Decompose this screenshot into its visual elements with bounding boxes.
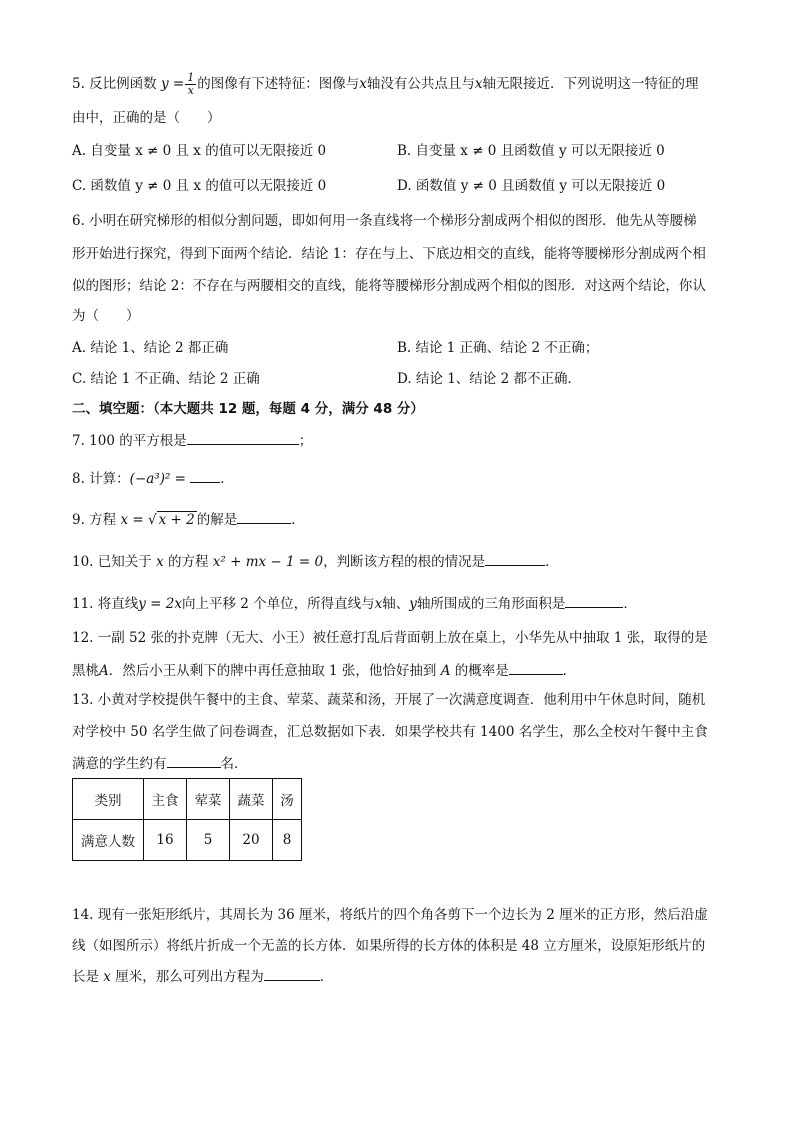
- q11: [72, 593, 637, 614]
- q5-option-c: C. 函数值 y ≠ 0 且 x 的值可以无限接近 0: [72, 178, 327, 194]
- q7-text: 7. 100 的平方根是: [72, 433, 187, 449]
- q7-answer-blank: [187, 430, 299, 445]
- q11-y: y: [409, 596, 417, 612]
- q10-x: x: [156, 554, 164, 570]
- table-header-cell: 类别: [73, 779, 144, 820]
- q8-text: 8. 计算：: [72, 471, 130, 487]
- q14-answer-blank: [264, 966, 320, 981]
- table-cell: 16: [144, 820, 187, 861]
- q10-equation: x² + mx − 1 = 0: [212, 554, 324, 570]
- table-header-row: [73, 779, 302, 820]
- q14-line3: [72, 966, 333, 987]
- q5-frac-num: 1: [187, 71, 195, 84]
- q5-option-b: B. 自变量 x ≠ 0 且函数值 y 可以无限接近 0: [397, 143, 665, 159]
- q6-line2: 形开始进行探究，得到下面两个结论．结论 1：存在与上、下底边相交的直线，能将等腰梯形分割成两个相: [72, 246, 706, 262]
- q12-text: ．: [562, 663, 577, 679]
- q13-line1: 13. 小黄对学校提供午餐中的主食、荤菜、蔬菜和汤，开展了一次满意度调查．他利用中午休息时间，随机: [72, 692, 706, 708]
- q9-radicand: x + 2: [158, 512, 195, 528]
- q5-func: y =: [160, 76, 185, 92]
- q11-x: x: [374, 596, 383, 612]
- q9-expression: x =: [120, 512, 144, 528]
- q10-text: ，判断该方程的根的情况是: [323, 554, 486, 570]
- q5-x: x: [474, 76, 483, 92]
- q10-text: 的方程: [167, 554, 209, 570]
- q9: 9. 方程 x = √ x + 2 的解是 ．: [72, 509, 305, 530]
- q9-answer-blank: [237, 509, 291, 524]
- q11-answer-blank: [565, 593, 623, 608]
- q11-text: 轴、: [382, 596, 410, 612]
- table-header-cell: 蔬菜: [230, 779, 273, 820]
- q10-text: ．: [545, 554, 559, 570]
- q6-option-d: D. 结论 1、结论 2 都不正确．: [397, 371, 581, 387]
- q6-line4: 为（ ）: [72, 308, 140, 324]
- q12-line2: [72, 660, 576, 681]
- q6-option-c: C. 结论 1 不正确、结论 2 正确: [72, 371, 260, 387]
- q5-frac-den: x: [187, 84, 194, 97]
- q11-text: 向上平移 2 个单位，所得直线与: [182, 596, 375, 612]
- q14-text: ．: [319, 969, 334, 985]
- q14-text: 长是: [72, 969, 99, 985]
- q13-answer-blank: [167, 753, 221, 768]
- q10-text: 10. 已知关于: [72, 554, 152, 570]
- q10-answer-blank: [485, 551, 545, 566]
- q5-text: 的图像有下述特征：图像与: [197, 76, 360, 92]
- section-fill-in-heading: 二、填空题：（本大题共 12 题，每题 4 分，满分 48 分）: [72, 401, 424, 417]
- q6-option-b: B. 结论 1 正确、结论 2 不正确；: [397, 340, 599, 356]
- q12-card-a: A: [440, 663, 451, 679]
- q12-text: 的概率是: [454, 663, 509, 679]
- q8-text: ．: [220, 471, 234, 487]
- q9-text: ．: [291, 512, 305, 528]
- q11-text: ．: [623, 596, 637, 612]
- table-cell: 8: [273, 820, 302, 861]
- q12-text: 黑桃: [72, 663, 99, 679]
- table-header-cell: 荤菜: [187, 779, 230, 820]
- q7: [72, 430, 312, 451]
- q8: [72, 468, 234, 489]
- q5-text: 5. 反比例函数: [72, 76, 157, 92]
- survey-table: [72, 778, 302, 861]
- q5-text: 轴没有公共点且与: [366, 76, 475, 92]
- q12-line1: 12. 一副 52 张的扑克牌（无大、小王）被任意打乱后背面朝上放在桌上，小华先从中抽取 1 张，取得的是: [72, 630, 708, 646]
- q8-answer-blank: [190, 468, 220, 483]
- q5-line1: [72, 72, 698, 97]
- q11-text: 轴所围成的三角形面积是: [416, 596, 566, 612]
- q10: [72, 551, 559, 572]
- q14-x: x: [103, 969, 111, 985]
- q5-option-a: A. 自变量 x ≠ 0 且 x 的值可以无限接近 0: [72, 143, 327, 159]
- q13-line3: [72, 753, 248, 774]
- q13-text: 名．: [220, 756, 248, 772]
- table-cell: 5: [187, 820, 230, 861]
- q8-expression: (−a³)² =: [129, 471, 186, 487]
- q14-text: 厘米，那么可列出方程为: [115, 969, 264, 985]
- q12-answer-blank: [509, 660, 563, 675]
- table-row-label: 满意人数: [73, 820, 144, 861]
- q9-text: 的解是: [196, 512, 238, 528]
- table-header-cell: 汤: [273, 779, 302, 820]
- q11-line-equation: y = 2x: [138, 596, 182, 612]
- q6-option-a: A. 结论 1、结论 2 都正确: [72, 340, 229, 356]
- q5-text: 轴无限接近．下列说明这一特征的理: [482, 76, 699, 92]
- q5-x: x: [359, 76, 367, 92]
- table-header-cell: 主食: [144, 779, 187, 820]
- q6-line3: 似的图形；结论 2：不存在与两腰相交的直线，能将等腰梯形分割成两个相似的图形．对这两个结论，你认: [72, 278, 706, 294]
- table-row: [73, 820, 302, 861]
- q12-text: ．然后小王从剩下的牌中再任意抽取 1 张，他恰好抽到: [108, 663, 437, 679]
- q9-text: 9. 方程: [72, 512, 117, 528]
- q12-card-a: A: [99, 663, 109, 679]
- q5-line2: 由中，正确的是（ ）: [72, 110, 221, 126]
- q14-line1: 14. 现有一张矩形纸片，其周长为 36 厘米，将纸片的四个角各剪下一个边长为 2 厘米的正方形，然后沿虚: [72, 907, 708, 923]
- q14-line2: 线（如图所示）将纸片折成一个无盖的长方体．如果所得的长方体的体积是 48 立方厘米，设原矩形纸片的: [72, 938, 706, 954]
- q13-text: 满意的学生约有: [72, 756, 167, 772]
- q7-text: ；: [298, 433, 313, 449]
- q5-fraction: [185, 72, 196, 97]
- table-cell: 20: [230, 820, 273, 861]
- q11-text: 11. 将直线: [72, 596, 139, 612]
- q6-line1: 6. 小明在研究梯形的相似分割问题，即如何用一条直线将一个梯形分割成两个相似的图形．他先从等腰梯: [72, 213, 697, 229]
- q5-option-d: D. 函数值 y ≠ 0 且函数值 y 可以无限接近 0: [397, 178, 666, 194]
- q13-line2: 对学校中 50 名学生做了问卷调查，汇总数据如下表．如果学校共有 1400 名学生，那么全校对午餐中主食: [72, 724, 708, 740]
